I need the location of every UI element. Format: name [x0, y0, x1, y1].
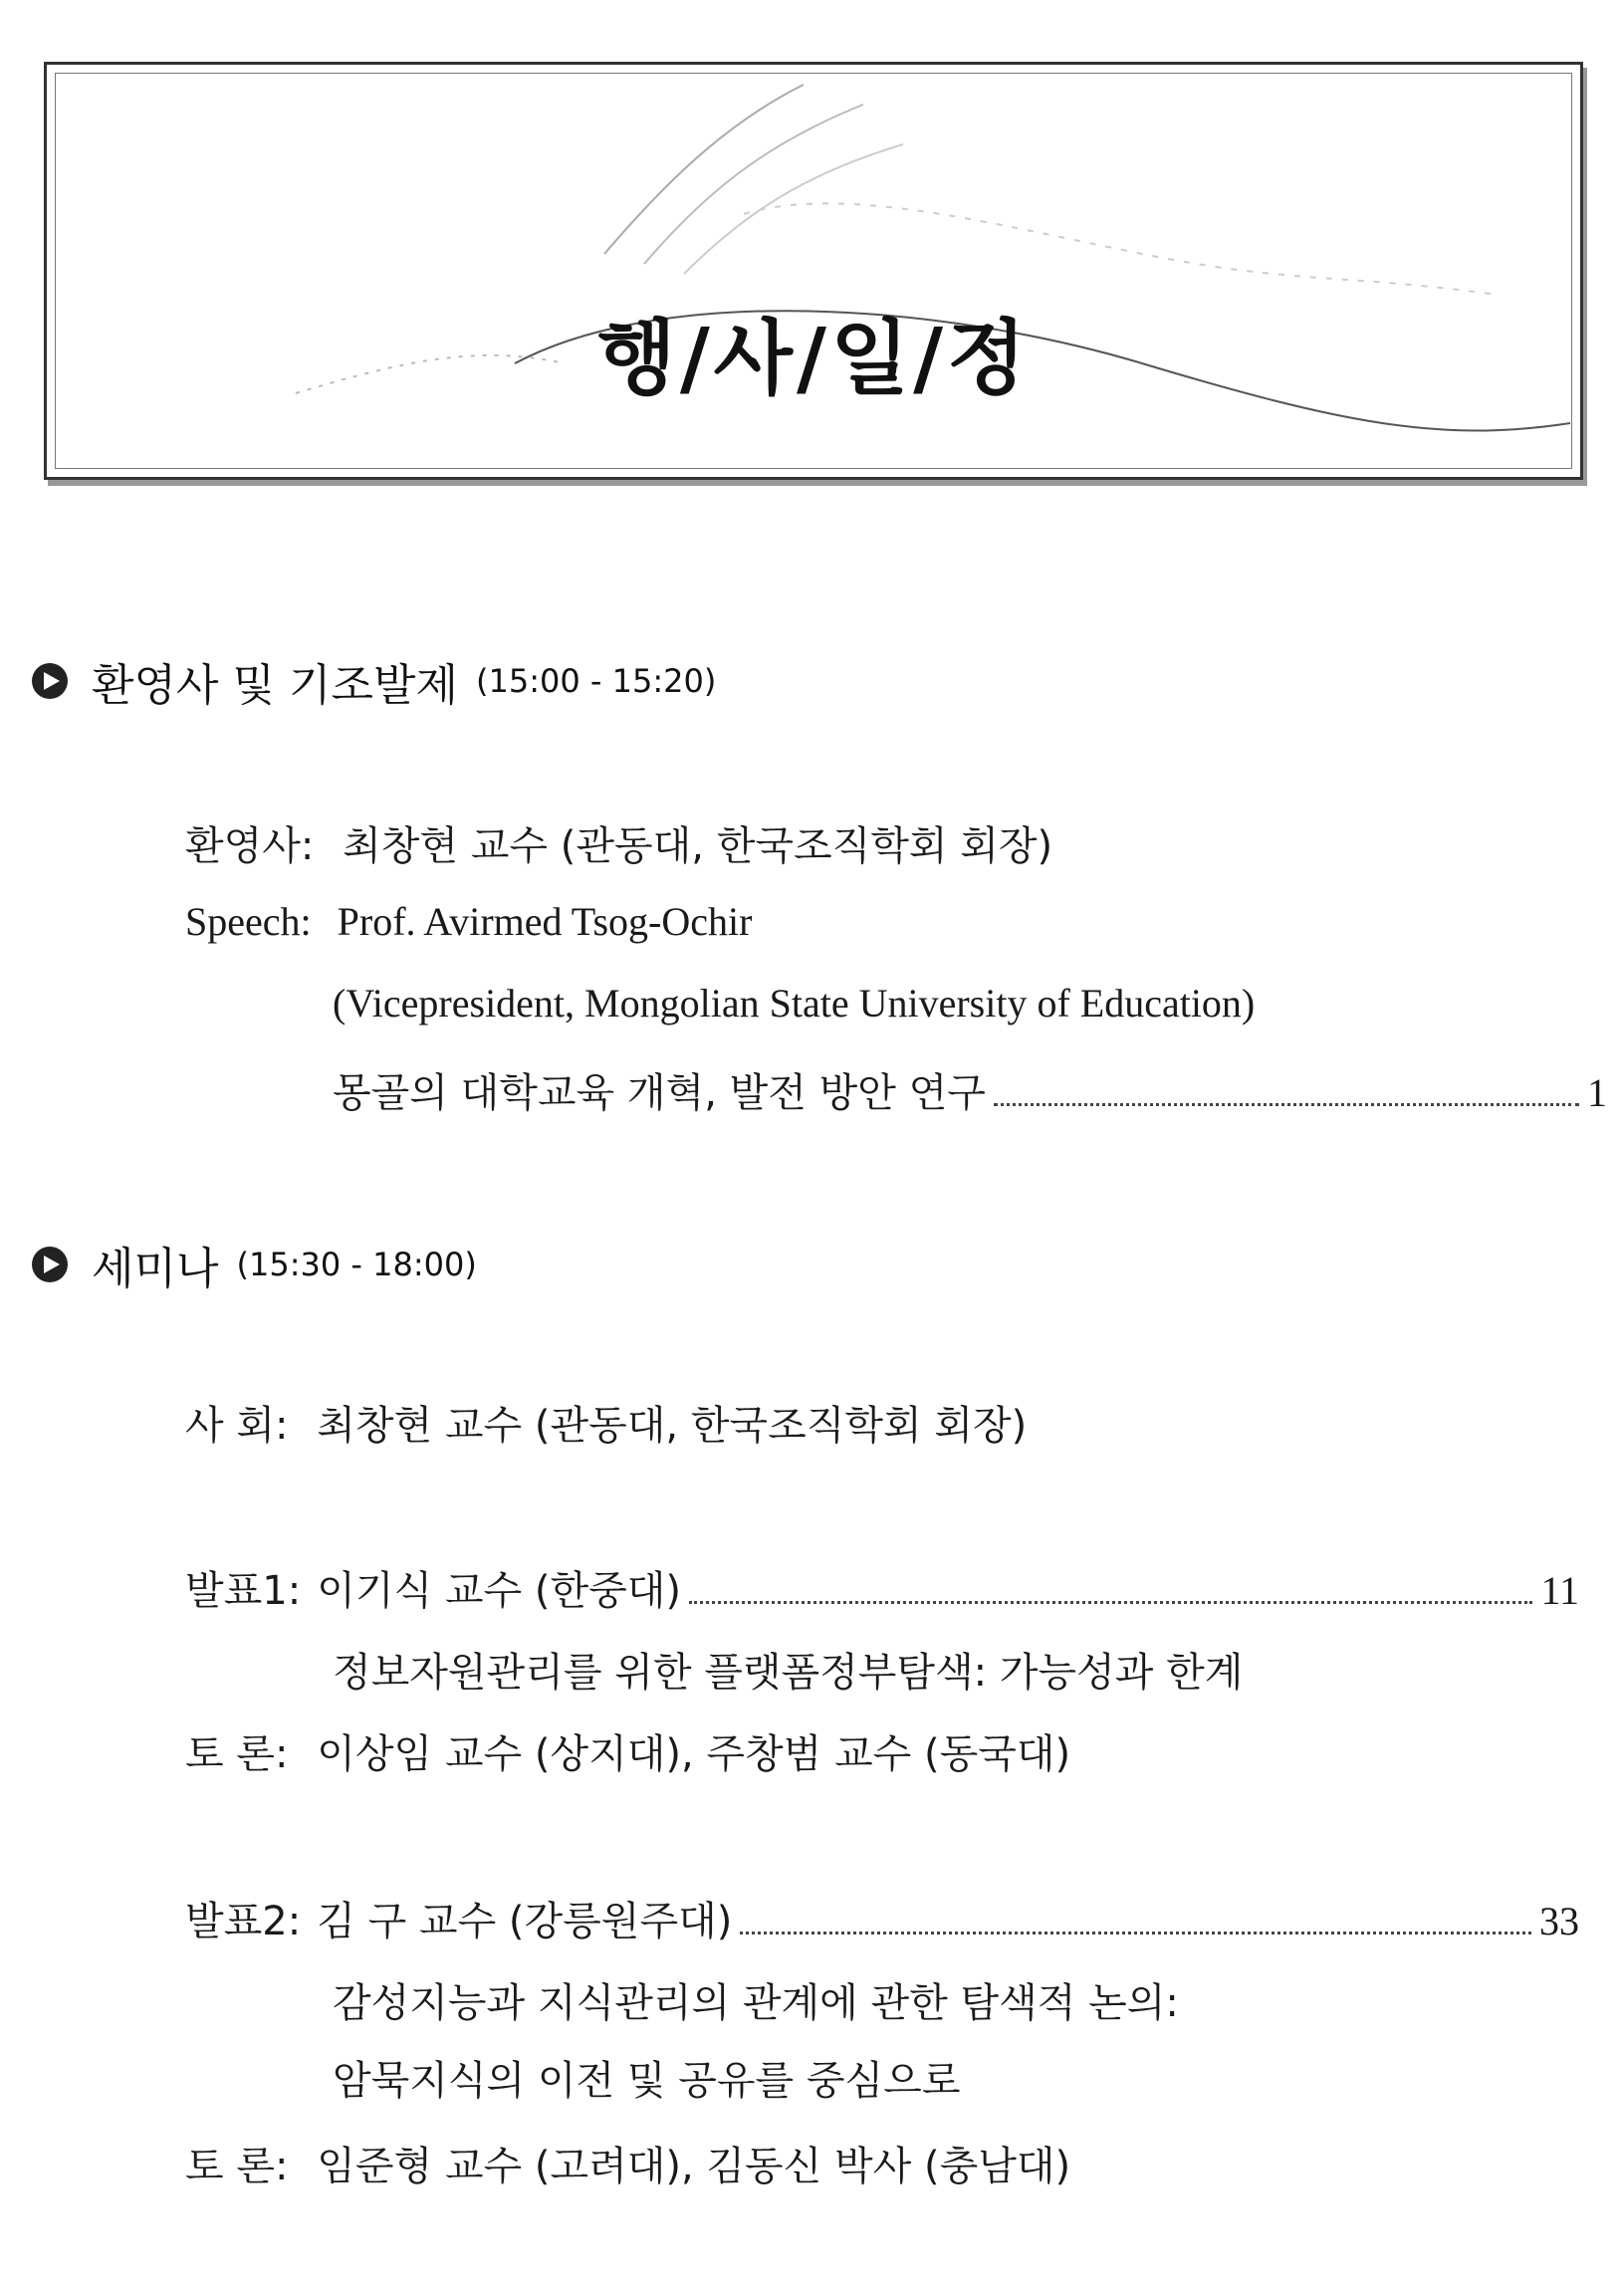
dot-leader — [740, 1932, 1531, 1935]
discussion1-text: 이상임 교수 (상지대), 주창범 교수 (동국대) — [317, 1731, 1071, 1777]
dot-leader — [689, 1601, 1533, 1604]
welcome-label: 환영사: — [185, 823, 315, 869]
presentation2-toc-entry — [185, 1890, 1579, 1946]
discussion2-line — [185, 2135, 1070, 2191]
speech-affiliation: (Vicepresident, Mongolian State University of Education) — [333, 981, 1256, 1026]
page-number: 1 — [1587, 1070, 1607, 1115]
discussion1-label: 토 론: — [185, 1731, 289, 1777]
speech-line — [185, 898, 752, 945]
section-time: (15:30 - 18:00) — [236, 1246, 477, 1283]
dot-leader — [994, 1103, 1579, 1106]
page-title: 행/사/일/정 — [596, 312, 1031, 406]
section-title: 환영사 및 기조발제 — [92, 660, 459, 711]
play-bullet-icon — [30, 1245, 70, 1284]
banner-swoosh-decoration — [47, 65, 1586, 483]
presentation1-presenter: 이기식 교수 (한중대) — [317, 1568, 681, 1614]
section-seminar-heading — [30, 1233, 477, 1296]
discussion1-line — [185, 1722, 1070, 1779]
speech-title: 몽골의 대학교육 개혁, 발전 방안 연구 — [333, 1070, 986, 1116]
section-title: 세미나 — [92, 1244, 219, 1294]
chair-text: 최창현 교수 (관동대, 한국조직학회 회장) — [317, 1403, 1028, 1449]
presentation1-toc-entry — [185, 1559, 1579, 1616]
presentation1-label: 발표1: — [185, 1568, 302, 1614]
title-banner — [44, 62, 1583, 480]
presentation2-title-line1: 감성지능과 지식관리의 관계에 관한 탐색적 논의: — [333, 1980, 1179, 2026]
presentation2-title-line2: 암묵지식의 이전 및 공유를 중심으로 — [333, 2058, 961, 2104]
play-bullet-icon — [30, 661, 70, 701]
chair-label: 사 회: — [185, 1403, 289, 1449]
speech-speaker: Prof. Avirmed Tsog-Ochir — [337, 899, 753, 944]
welcome-line — [185, 814, 1052, 871]
section-time: (15:00 - 15:20) — [476, 662, 717, 700]
page-number: 11 — [1540, 1568, 1579, 1613]
speech-toc-entry — [333, 1061, 1607, 1118]
page-number: 33 — [1539, 1899, 1579, 1943]
presentation1-title: 정보자원관리를 위한 플랫폼정부탐색: 가능성과 한계 — [333, 1650, 1244, 1696]
welcome-text: 최창현 교수 (관동대, 한국조직학회 회장) — [343, 823, 1053, 869]
chair-line — [185, 1394, 1027, 1451]
speech-label: Speech: — [185, 899, 312, 944]
presentation2-label: 발표2: — [185, 1899, 302, 1944]
discussion2-label: 토 론: — [185, 2144, 289, 2189]
presentation2-presenter: 김 구 교수 (강릉원주대) — [317, 1899, 733, 1944]
discussion2-text: 임준형 교수 (고려대), 김동신 박사 (충남대) — [317, 2144, 1071, 2189]
section-welcome-heading — [30, 649, 716, 713]
